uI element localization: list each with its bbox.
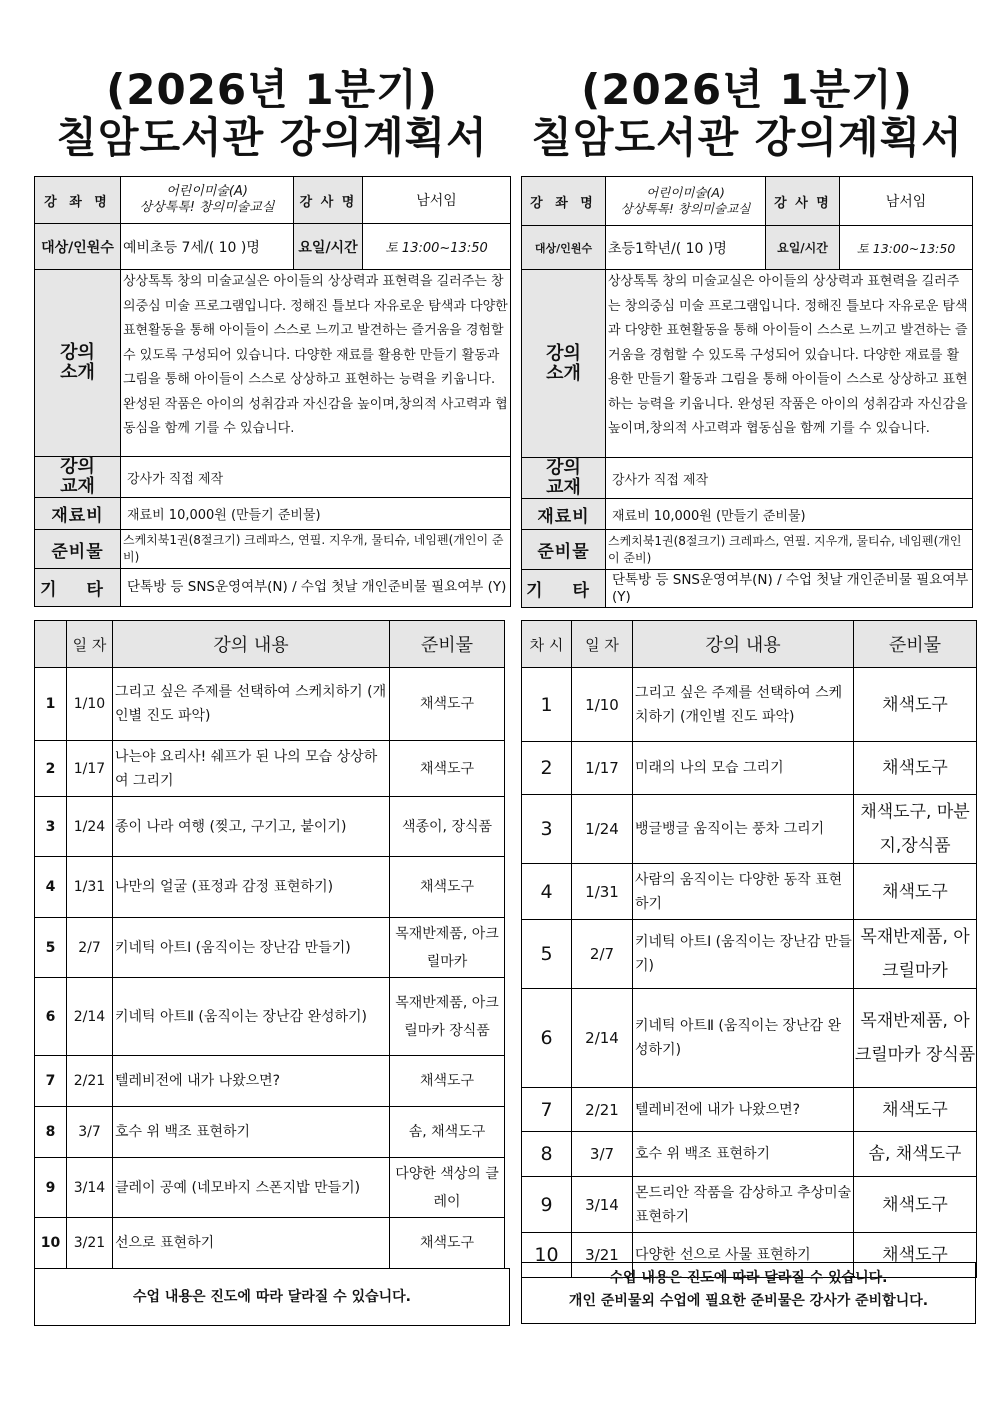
table-row: 2 1/17 미래의 나의 모습 그리기 채색도구	[522, 742, 977, 795]
table-row: 10 3/21 선으로 표현하기 채색도구	[35, 1218, 505, 1269]
intro-label: 강의 소개	[35, 270, 121, 457]
course-name: 어린이미술(A) 상상톡톡! 창의미술교실	[121, 177, 294, 224]
instructor-label: 강 사 명	[766, 177, 840, 226]
right-notice: 수업 내용은 진도에 따라 달라질 수 있습니다. 개인 준비물외 수업에 필요한 준비물은 강사가 준비합니다.	[521, 1262, 976, 1324]
supplies-label: 준비물	[522, 530, 606, 570]
supplies-value: 스케치북1권(8절크기) 크레파스, 연필. 지우개, 물티슈, 네임펜(개인이 준비)	[121, 530, 511, 569]
fee-value: 재료비 10,000원 (만들기 준비물)	[606, 499, 973, 530]
date-header: 일 자	[572, 621, 633, 668]
prep-header: 준비물	[390, 621, 505, 668]
schedule-label: 요일/시간	[766, 226, 840, 270]
right-title: (2026년 1분기) 칠암도서관 강의계획서	[531, 65, 963, 162]
table-row: 4 1/31 사람의 움직이는 다양한 동작 표현하기 채색도구	[522, 864, 977, 920]
intro-text: 상상톡톡 창의 미술교실은 아이들의 상상력과 표현력을 길러주는 창의중심 미술 프로그램입니다. 정해진 틀보다 자유로운 탐색과 다양한 표현활동을 통해 아이들이 스스로 느끼고 발견하는 즐거움을 경험할 수 있도록 구성되어 있습니다. 다양한 재료를 활용한 만들기 활동과 그림을 통해 아이들이 스스로 상상하고 표현하는 능력을 키웁니다. 완성된 작품은 아이의 성취감과 자신감을 높이며,창의적 사고력과 협동심을 함께 기를 수 있습니다.	[606, 270, 973, 458]
table-row: 2 1/17 나는야 요리사! 쉐프가 된 나의 모습 상상하여 그리기 채색도구	[35, 741, 505, 797]
session-header	[35, 621, 67, 668]
supplies-label: 준비물	[35, 530, 121, 569]
intro-label: 강의 소개	[522, 270, 606, 458]
table-row: 9 3/14 클레이 공예 (네모바지 스폰지밥 만들기) 다양한 색상의 클레이	[35, 1158, 505, 1218]
table-row: 5 2/7 키네틱 아트Ⅰ (움직이는 장난감 만들기) 목재반제품, 아크릴마카	[522, 920, 977, 989]
left-title: (2026년 1분기) 칠암도서관 강의계획서	[56, 65, 488, 162]
target-value: 예비초등 7세/( 10 )명	[121, 224, 294, 270]
right-info-table	[521, 176, 973, 608]
course-label: 강 좌 명	[35, 177, 121, 224]
content-header: 강의 내용	[633, 621, 854, 668]
table-row: 3 1/24 종이 나라 여행 (찢고, 구기고, 붙이기) 색종이, 장식품	[35, 797, 505, 857]
instructor-name: 남서임	[840, 177, 973, 226]
table-row: 6 2/14 키네틱 아트Ⅱ (움직이는 장난감 완성하기) 목재반제품, 아크릴마카 장식품	[522, 989, 977, 1088]
fee-value: 재료비 10,000원 (만들기 준비물)	[121, 498, 511, 530]
table-row: 4 1/31 나만의 얼굴 (표정과 감정 표현하기) 채색도구	[35, 857, 505, 918]
materials-label: 강의 교재	[35, 457, 121, 498]
course-name: 어린이미술(A) 상상톡톡! 창의미술교실	[606, 177, 766, 226]
supplies-value: 스케치북1권(8절크기) 크레파스, 연필. 지우개, 물티슈, 네임펜(개인이 준비)	[606, 530, 973, 570]
table-row: 7 2/21 텔레비전에 내가 나왔으면? 채색도구	[35, 1056, 505, 1107]
date-header: 일 자	[67, 621, 113, 668]
left-schedule-table	[34, 620, 505, 1269]
left-plan	[34, 0, 510, 1305]
target-label: 대상/인원수	[35, 224, 121, 270]
etc-label: 기 타	[35, 569, 121, 607]
table-row: 3 1/24 뱅글뱅글 움직이는 풍차 그리기 채색도구, 마분지,장식품	[522, 795, 977, 864]
table-row: 8 3/7 호수 위 백조 표현하기 솜, 채색도구	[522, 1132, 977, 1177]
session-header: 차 시	[522, 621, 572, 668]
table-row: 9 3/14 몬드리안 작품을 감상하고 추상미술 표현하기 채색도구	[522, 1177, 977, 1233]
prep-header: 준비물	[854, 621, 977, 668]
time-value: 토 13:00~13:50	[840, 226, 973, 270]
table-row: 5 2/7 키네틱 아트Ⅰ (움직이는 장난감 만들기) 목재반제품, 아크릴마카	[35, 918, 505, 978]
right-plan	[521, 0, 976, 1309]
target-label: 대상/인원수	[522, 226, 606, 270]
content-header: 강의 내용	[113, 621, 390, 668]
left-notice: 수업 내용은 진도에 따라 달라질 수 있습니다.	[34, 1268, 510, 1326]
course-label: 강 좌 명	[522, 177, 606, 226]
table-row: 7 2/21 텔레비전에 내가 나왔으면? 채색도구	[522, 1088, 977, 1132]
table-row: 1 1/10 그리고 싶은 주제를 선택하여 스케치하기 (개인별 진도 파악) 채색도구	[35, 668, 505, 741]
materials-label: 강의 교재	[522, 458, 606, 499]
left-info-table	[34, 176, 511, 607]
materials-value: 강사가 직접 제작	[121, 457, 511, 498]
table-row: 1 1/10 그리고 싶은 주제를 선택하여 스케치하기 (개인별 진도 파악) 채색도구	[522, 668, 977, 742]
fee-label: 재료비	[522, 499, 606, 530]
materials-value: 강사가 직접 제작	[606, 458, 973, 499]
instructor-name: 남서임	[363, 177, 511, 224]
target-value: 초등1학년/( 10 )명	[606, 226, 766, 270]
instructor-label: 강 사 명	[294, 177, 363, 224]
schedule-label: 요일/시간	[294, 224, 363, 270]
etc-value: 단톡방 등 SNS운영여부(N) / 수업 첫날 개인준비물 필요여부 (Y)	[606, 570, 973, 608]
right-schedule-table	[521, 620, 977, 1278]
etc-value: 단톡방 등 SNS운영여부(N) / 수업 첫날 개인준비물 필요여부 (Y)	[121, 569, 511, 607]
fee-label: 재료비	[35, 498, 121, 530]
time-value: 토 13:00~13:50	[363, 224, 511, 270]
intro-text: 상상톡톡 창의 미술교실은 아이들의 상상력과 표현력을 길러주는 창의중심 미술 프로그램입니다. 정해진 틀보다 자유로운 탐색과 다양한 표현활동을 통해 아이들이 스스로 느끼고 발견하는 즐거움을 경험할 수 있도록 구성되어 있습니다. 다양한 재료를 활용한 만들기 활동과 그림을 통해 아이들이 스스로 상상하고 표현하는 능력을 키웁니다. 완성된 작품은 아이의 성취감과 자신감을 높이며,창의적 사고력과 협동심을 함께 기를 수 있습니다.	[121, 270, 511, 457]
table-row: 8 3/7 호수 위 백조 표현하기 솜, 채색도구	[35, 1107, 505, 1158]
etc-label: 기 타	[522, 570, 606, 608]
table-row: 10 3/21 다양한 선으로 사물 표현하기 채색도구	[522, 1233, 977, 1278]
table-row: 6 2/14 키네틱 아트Ⅱ (움직이는 장난감 완성하기) 목재반제품, 아크릴마카 장식품	[35, 978, 505, 1056]
